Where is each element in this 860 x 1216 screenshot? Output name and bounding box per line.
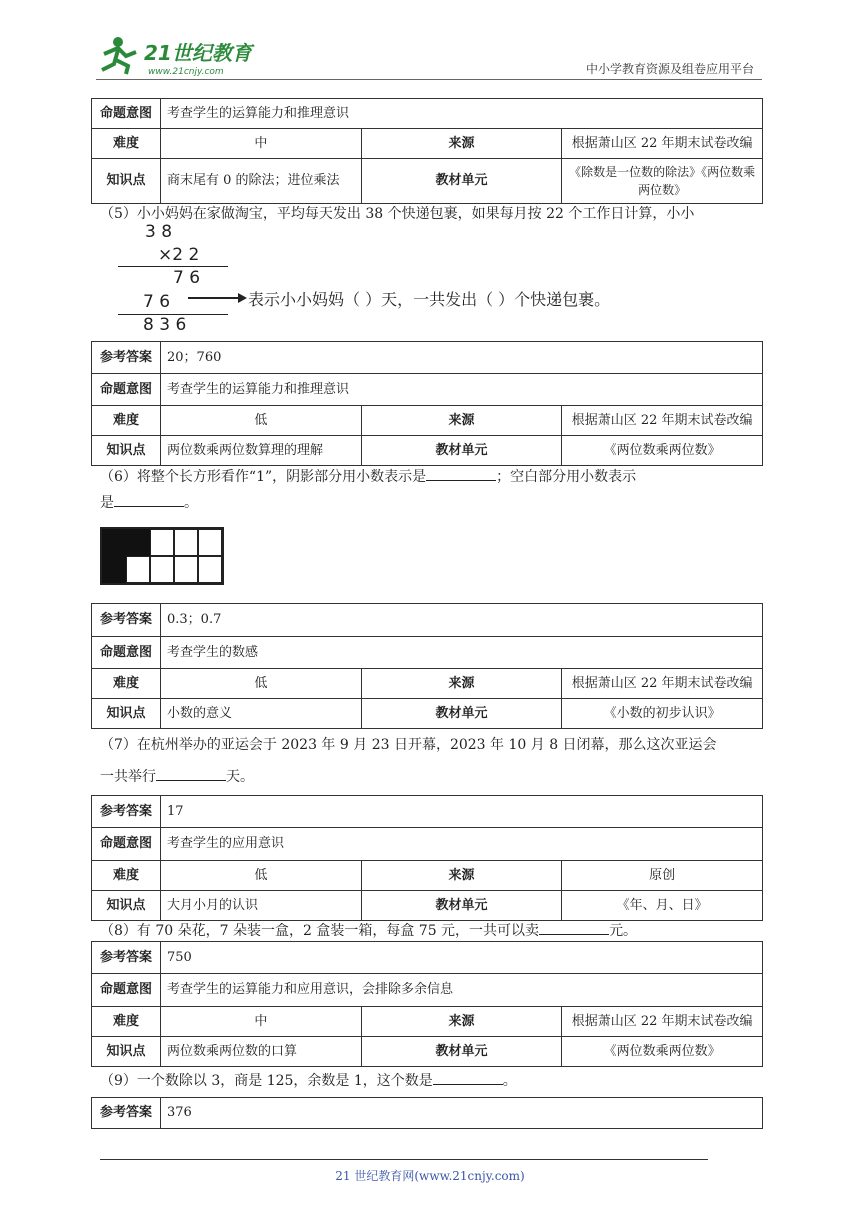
vertical-multiplication bbox=[118, 222, 248, 334]
difficulty-value: 低 bbox=[161, 861, 362, 891]
grid-cell bbox=[174, 529, 198, 556]
unit-value: 《两位数乘两位数》 bbox=[562, 436, 763, 466]
answer-label: 参考答案 bbox=[92, 796, 161, 828]
source-label: 来源 bbox=[361, 406, 562, 436]
arrow-caption: 表示小小妈妈（ ）天，一共发出（ ）个快递包裹。 bbox=[248, 290, 611, 309]
unit-value: 《小数的初步认识》 bbox=[562, 699, 763, 729]
table-row bbox=[92, 342, 763, 374]
question-7-line-1: （7）在杭州举办的亚运会于 2023 年 9 月 23 日开幕，2023 年 10 月 8 日闭幕，那么这次亚运会 bbox=[100, 737, 717, 753]
intent-label: 命题意图 bbox=[92, 828, 161, 861]
unit-label: 教材单元 bbox=[361, 699, 562, 729]
knowledge-label: 知识点 bbox=[92, 159, 161, 204]
answer-blank bbox=[433, 1070, 503, 1085]
footer-text: 21 世纪教育网(www.21cnjy.com) bbox=[335, 1169, 525, 1183]
info-table-0 bbox=[91, 98, 763, 204]
answer-label: 参考答案 bbox=[92, 942, 161, 974]
table-row bbox=[92, 861, 763, 891]
answer-blank bbox=[114, 492, 184, 507]
intent-value: 考查学生的数感 bbox=[161, 637, 763, 669]
source-value: 原创 bbox=[562, 861, 763, 891]
source-value: 根据萧山区 22 年期末试卷改编 bbox=[562, 1007, 763, 1037]
info-table-5 bbox=[91, 1097, 763, 1129]
difficulty-label: 难度 bbox=[92, 1007, 161, 1037]
q8-text-b: 元。 bbox=[609, 923, 638, 939]
source-value: 根据萧山区 22 年期末试卷改编 bbox=[562, 669, 763, 699]
difficulty-value: 低 bbox=[161, 406, 362, 436]
calc-row-2: ×2 2 bbox=[158, 245, 200, 265]
answer-label: 参考答案 bbox=[92, 342, 161, 374]
q6-text-d: 。 bbox=[184, 495, 198, 511]
shaded-region bbox=[102, 529, 150, 556]
grid-cell bbox=[126, 556, 150, 583]
info-table-3 bbox=[91, 795, 763, 921]
q9-text-a: （9）一个数除以 3，商是 125，余数是 1，这个数是 bbox=[100, 1073, 433, 1089]
answer-label: 参考答案 bbox=[92, 604, 161, 637]
unit-value: 《年、月、日》 bbox=[562, 891, 763, 921]
answer-value: 376 bbox=[161, 1098, 763, 1129]
unit-label: 教材单元 bbox=[361, 1037, 562, 1067]
source-label: 来源 bbox=[361, 1007, 562, 1037]
question-5-text: （5）小小妈妈在家做淘宝，平均每天发出 38 个快递包裹，如果每月按 22 个工作日计算，小小 bbox=[100, 206, 695, 222]
shaded-region bbox=[102, 556, 126, 583]
q6-text-c: 是 bbox=[100, 495, 114, 511]
unit-label: 教材单元 bbox=[361, 436, 562, 466]
svg-text:www.21cnjy.com: www.21cnjy.com bbox=[148, 67, 224, 77]
source-value: 根据萧山区 22 年期末试卷改编 bbox=[562, 406, 763, 436]
table-row bbox=[92, 796, 763, 828]
unit-label: 教材单元 bbox=[361, 159, 562, 204]
difficulty-value: 低 bbox=[161, 669, 362, 699]
answer-value: 20；760 bbox=[161, 342, 763, 374]
answer-label: 参考答案 bbox=[92, 1098, 161, 1129]
table-row bbox=[92, 436, 763, 466]
difficulty-label: 难度 bbox=[92, 129, 161, 159]
q6-text-a: （6）将整个长方形看作“1”，阴影部分用小数表示是 bbox=[100, 469, 427, 485]
question-6-line-1 bbox=[100, 466, 760, 487]
platform-title: 中小学教育资源及组卷应用平台 bbox=[585, 62, 754, 76]
calc-line bbox=[118, 266, 228, 267]
intent-value: 考查学生的应用意识 bbox=[161, 828, 763, 861]
knowledge-label: 知识点 bbox=[92, 1037, 161, 1067]
question-8 bbox=[100, 920, 760, 941]
grid-cell bbox=[174, 556, 198, 583]
knowledge-label: 知识点 bbox=[92, 891, 161, 921]
source-label: 来源 bbox=[361, 129, 562, 159]
table-row bbox=[92, 1007, 763, 1037]
table-row bbox=[92, 828, 763, 861]
intent-label: 命题意图 bbox=[92, 99, 161, 129]
unit-value: 《除数是一位数的除法》《两位数乘两位数》 bbox=[562, 159, 763, 204]
svg-text:21世纪教育: 21世纪教育 bbox=[144, 41, 252, 65]
intent-value: 考查学生的运算能力和推理意识 bbox=[161, 99, 763, 129]
intent-label: 命题意图 bbox=[92, 374, 161, 406]
question-6-line-2 bbox=[100, 492, 760, 513]
calc-row-4: 7 6 bbox=[143, 292, 171, 312]
intent-label: 命题意图 bbox=[92, 974, 161, 1007]
intent-value: 考查学生的运算能力和推理意识 bbox=[161, 374, 763, 406]
table-row bbox=[92, 406, 763, 436]
grid-cell bbox=[150, 529, 174, 556]
answer-value: 0.3；0.7 bbox=[161, 604, 763, 637]
table-row bbox=[92, 99, 763, 129]
calc-row-3: 7 6 bbox=[173, 268, 201, 288]
q7-text-b: 天。 bbox=[226, 769, 254, 785]
calc-row-1: 3 8 bbox=[145, 222, 173, 242]
source-label: 来源 bbox=[361, 861, 562, 891]
runner-logo-icon bbox=[96, 34, 266, 78]
table-row bbox=[92, 604, 763, 637]
answer-blank bbox=[156, 766, 226, 781]
difficulty-label: 难度 bbox=[92, 669, 161, 699]
table-row bbox=[92, 942, 763, 974]
grid-cell bbox=[150, 556, 174, 583]
q9-text-b: 。 bbox=[502, 1073, 517, 1089]
table-row bbox=[92, 974, 763, 1007]
table-row bbox=[92, 159, 763, 204]
difficulty-value: 中 bbox=[161, 1007, 362, 1037]
source-label: 来源 bbox=[361, 669, 562, 699]
answer-blank bbox=[426, 466, 496, 481]
table-row bbox=[92, 669, 763, 699]
table-row bbox=[92, 374, 763, 406]
header-divider bbox=[96, 79, 762, 80]
knowledge-value: 两位数乘两位数算理的理解 bbox=[161, 436, 362, 466]
table-row bbox=[92, 891, 763, 921]
answer-value: 17 bbox=[161, 796, 763, 828]
question-7-line-2 bbox=[100, 766, 760, 787]
knowledge-value: 小数的意义 bbox=[161, 699, 362, 729]
grid-cell bbox=[198, 529, 222, 556]
table-row bbox=[92, 1098, 763, 1129]
table-row bbox=[92, 1037, 763, 1067]
footer-divider bbox=[100, 1159, 708, 1160]
q8-text-a: （8）有 70 朵花，7 朵装一盒，2 盒装一箱，每盒 75 元，一共可以卖 bbox=[100, 923, 540, 939]
answer-value: 750 bbox=[161, 942, 763, 974]
q6-text-b: ；空白部分用小数表示 bbox=[496, 469, 637, 485]
intent-value: 考查学生的运算能力和应用意识，会排除多余信息 bbox=[161, 974, 763, 1007]
question-9 bbox=[100, 1070, 760, 1091]
difficulty-label: 难度 bbox=[92, 861, 161, 891]
table-row bbox=[92, 129, 763, 159]
difficulty-value: 中 bbox=[161, 129, 362, 159]
source-value: 根据萧山区 22 年期末试卷改编 bbox=[562, 129, 763, 159]
q7-text-a: 一共举行 bbox=[100, 769, 156, 785]
calc-row-5: 8 3 6 bbox=[143, 315, 187, 335]
unit-label: 教材单元 bbox=[361, 891, 562, 921]
intent-label: 命题意图 bbox=[92, 637, 161, 669]
info-table-1 bbox=[91, 341, 763, 466]
knowledge-label: 知识点 bbox=[92, 699, 161, 729]
knowledge-value: 商末尾有 0 的除法；进位乘法 bbox=[161, 159, 362, 204]
table-row bbox=[92, 699, 763, 729]
arrow-icon bbox=[188, 292, 248, 304]
difficulty-label: 难度 bbox=[92, 406, 161, 436]
unit-value: 《两位数乘两位数》 bbox=[562, 1037, 763, 1067]
knowledge-value: 大月小月的认识 bbox=[161, 891, 362, 921]
info-table-2 bbox=[91, 603, 763, 729]
rectangle-diagram bbox=[100, 527, 224, 585]
table-row bbox=[92, 637, 763, 669]
knowledge-label: 知识点 bbox=[92, 436, 161, 466]
grid-cell bbox=[198, 556, 222, 583]
info-table-4 bbox=[91, 941, 763, 1067]
answer-blank bbox=[539, 920, 609, 935]
logo bbox=[96, 34, 266, 78]
knowledge-value: 两位数乘两位数的口算 bbox=[161, 1037, 362, 1067]
